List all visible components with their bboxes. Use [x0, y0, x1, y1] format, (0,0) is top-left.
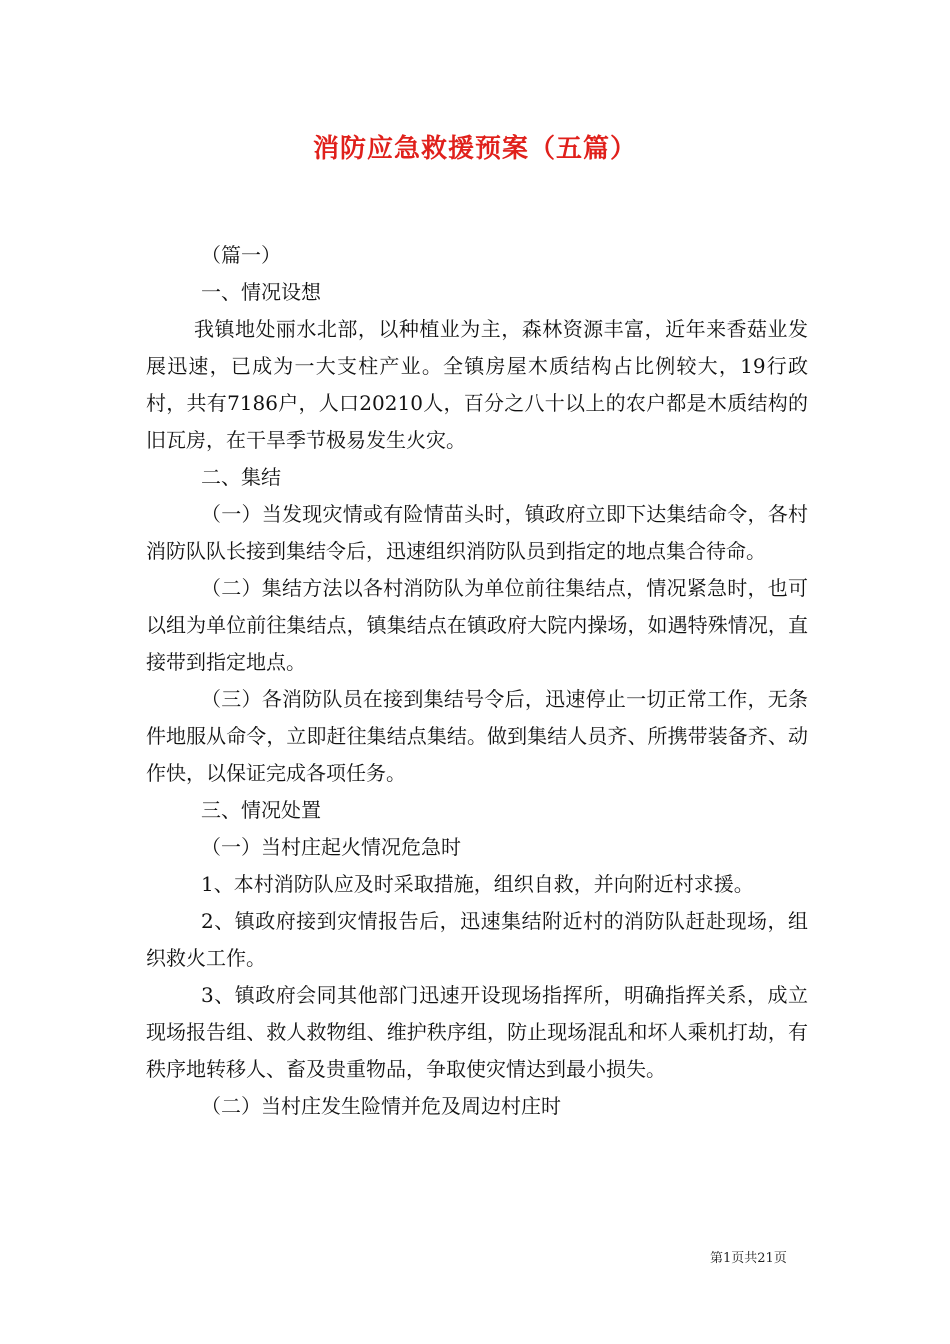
page-number: 第1页共21页: [710, 1251, 787, 1266]
subheading-danger-spread: （二）当村庄发生险情并危及周边村庄时: [201, 1094, 561, 1118]
document-title: 消防应急救援预案（五篇）: [312, 134, 637, 164]
paragraph-situation: 我镇地处丽水北部，以种植业为主，森林资源丰富，近年来香菇业发展迅速，已成为一大支柱产业。全镇房屋木质结构占比例较大，19行政村，共有7186户，人口20210人，百分之八十以上的农户都是木质结构的旧瓦房，在干旱季节极易发生火灾。: [146, 317, 808, 452]
paragraph-handling-1: 1、本村消防队应及时采取措施，组织自救，并向附近村求援。: [201, 872, 754, 896]
paragraph-handling-3: 3、镇政府会同其他部门迅速开设现场指挥所，明确指挥关系，成立现场报告组、救人救物组、维护秩序组，防止现场混乱和坏人乘机打劫，有秩序地转移人、畜及贵重物品，争取使灾情达到最小损失。: [146, 983, 808, 1081]
heading-situation: 一、情况设想: [201, 280, 321, 304]
paragraph-assembly-3: （三）各消防队员在接到集结号令后，迅速停止一切正常工作，无条件地服从命令，立即赶往集结点集结。做到集结人员齐、所携带装备齐、动作快，以保证完成各项任务。: [146, 687, 808, 785]
document-body: [146, 237, 808, 1125]
paragraph-handling-2: 2、镇政府接到灾情报告后，迅速集结附近村的消防队赶赴现场，组织救火工作。: [146, 909, 808, 970]
paragraph-assembly-2: （二）集结方法以各村消防队为单位前往集结点，情况紧急时，也可以组为单位前往集结点，镇集结点在镇政府大院内操场，如遇特殊情况，直接带到指定地点。: [146, 576, 808, 674]
heading-handling: 三、情况处置: [201, 798, 321, 822]
heading-assembly: 二、集结: [201, 465, 281, 489]
subheading-village-fire: （一）当村庄起火情况危急时: [201, 835, 461, 859]
section-label: （篇一）: [201, 243, 281, 267]
paragraph-assembly-1: （一）当发现灾情或有险情苗头时，镇政府立即下达集结命令，各村消防队队长接到集结令后，迅速组织消防队员到指定的地点集合待命。: [146, 502, 808, 563]
